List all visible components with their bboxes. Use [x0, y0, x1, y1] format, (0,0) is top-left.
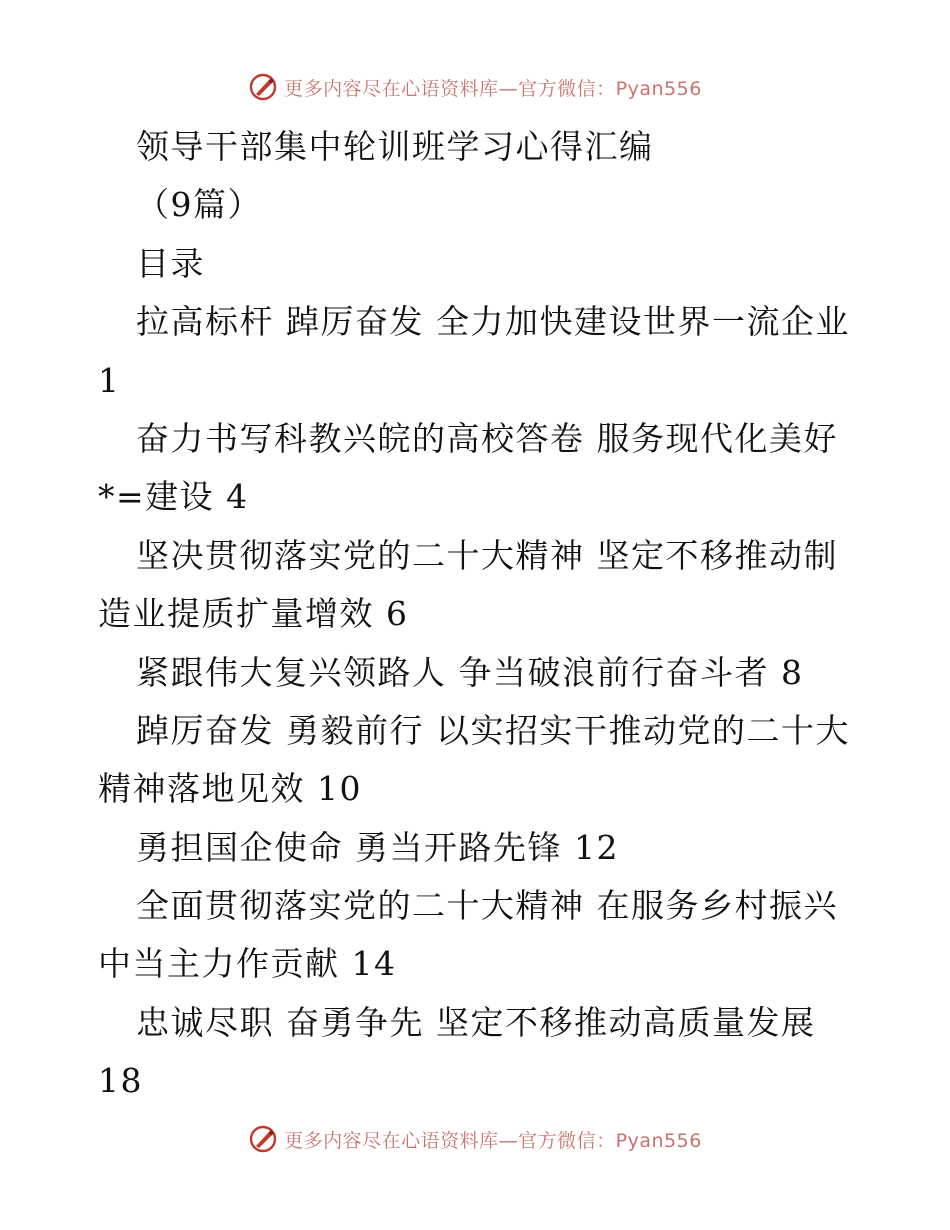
watermark-footer — [0, 1124, 950, 1154]
pen-logo-icon — [248, 1124, 278, 1154]
toc-heading: 目录 — [136, 243, 205, 283]
toc-entry-line: 中当主力作贡献 14 — [98, 944, 397, 984]
toc-entry-line: 奋力书写科教兴皖的高校答卷 服务现代化美好 — [136, 418, 838, 458]
toc-entry-line: 造业提质扩量增效 6 — [98, 594, 409, 634]
toc-entry-line: 踔厉奋发 勇毅前行 以实招实干推动党的二十大 — [136, 710, 850, 750]
toc-entry-line: *=建设 4 — [98, 477, 249, 517]
toc-entry-line: 坚决贯彻落实党的二十大精神 坚定不移推动制 — [136, 535, 838, 575]
toc-entry-line: 精神落地见效 10 — [98, 769, 362, 809]
watermark-text: 更多内容尽在心语资料库—官方微信：Pyan556 — [284, 1129, 702, 1152]
toc-entry-line: 1 — [98, 360, 121, 400]
toc-entry-line: 18 — [98, 1061, 143, 1101]
document-body — [98, 118, 858, 1111]
watermark-text: 更多内容尽在心语资料库—官方微信：Pyan556 — [284, 77, 702, 100]
pen-logo-icon — [248, 72, 278, 102]
watermark-header — [0, 72, 950, 102]
document-count: （9篇） — [136, 185, 262, 225]
toc-entry-line: 拉高标杆 踔厉奋发 全力加快建设世界一流企业 — [136, 302, 850, 342]
document-title: 领导干部集中轮训班学习心得汇编 — [136, 127, 654, 166]
toc-entry-line: 全面贯彻落实党的二十大精神 在服务乡村振兴 — [136, 886, 838, 926]
toc-entry-line: 忠诚尽职 奋勇争先 坚定不移推动高质量发展 — [136, 1002, 816, 1042]
toc-entry-line: 勇担国企使命 勇当开路先锋 12 — [136, 827, 619, 867]
toc-entry-line: 紧跟伟大复兴领路人 争当破浪前行奋斗者 8 — [136, 652, 804, 692]
